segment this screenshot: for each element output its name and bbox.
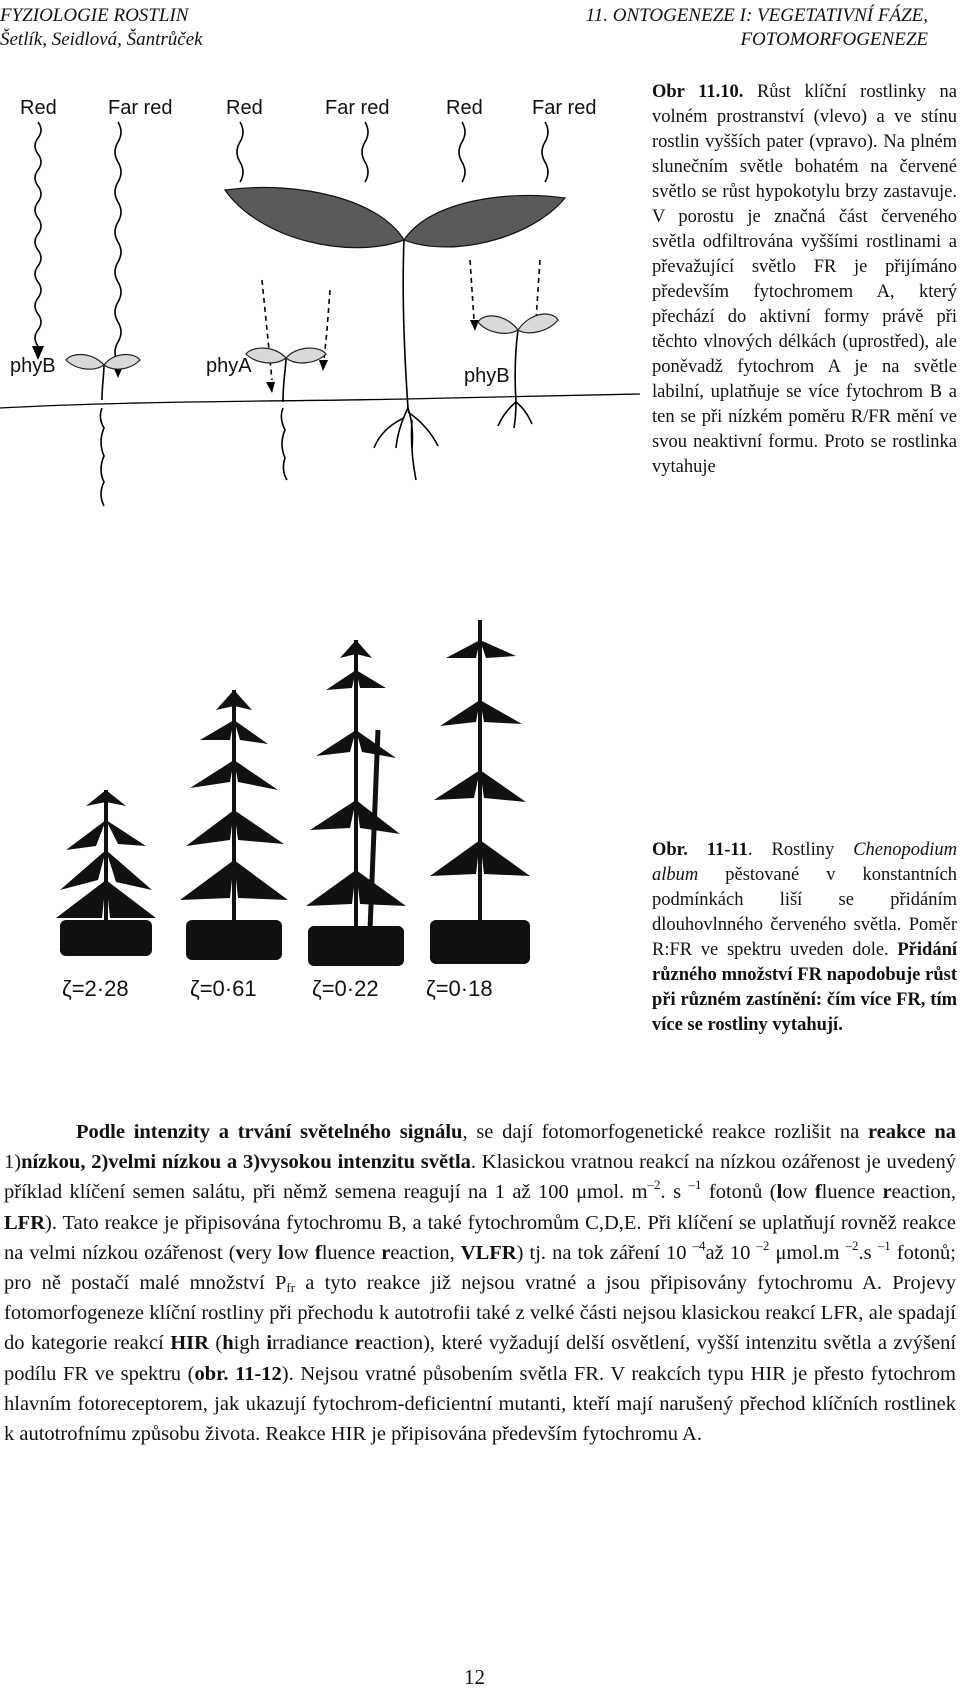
label-phya: phyA xyxy=(206,355,252,377)
label-far-red-middle: Far red xyxy=(325,97,390,119)
header-authors: Šetlík, Seidlová, Šantrůček xyxy=(0,29,203,50)
header-chapter-subtitle: FOTOMORFOGENEZE xyxy=(740,29,928,50)
chenopodium-plants-photo xyxy=(40,620,640,1080)
figure-11-10-caption xyxy=(652,80,957,480)
label-red-left: Red xyxy=(20,97,57,119)
header-chapter-title: 11. ONTOGENEZE I: VEGETATIVNÍ FÁZE, xyxy=(585,5,928,26)
label-far-red-right: Far red xyxy=(532,97,597,119)
ratio-label-2: ζ=0·61 xyxy=(190,976,257,1001)
body-paragraph: Podle intenzity a trvání světelného signálu, se dají fotomorfogenetické reakce rozlišit na reakce na 1)nízkou, 2)velmi nízkou a 3)vysokou intenzitu světla. Klasickou vratnou reakcí na nízkou ozářenost je uvedený příklad klíčení semen salátu, při němž semena reagují na 1 až 100 μmol. $m^{-2}$. s $^{-1}$ fotonů (low fluence reaction, LFR). Tato reakce je připisována fytochromu B, a také fytochromům C,D,E. Při klíčení se uplatňují rovněž reakce na velmi nízkou ozářenost (very low fluence reaction, VLFR) tj. na tok záření 10 $^{-4}$až 10 $^{-2}$ μmol.m $^{-2}$.s $^{-1}$ fotonů; pro ně postačí malé množství $P_{fr}$ a tyto reakce již nejsou vratné a jsou připisovány fytochromu A. Projevy fotomorfogeneze klíční rostliny při přechodu k autotrofii také z velké části nejsou klasickou reakcí LFR, ale spadají do kategorie reakcí HIR (high irradiance reaction), které vyžadují delší osvětlení, vyšší intenzitu světla a zvýšení podílu FR ve spektru (obr. 11-12). Nejsou vratné působením světla FR. V reakcích typu HIR je přesto fytochrom hlavním fotoreceptorem, jak ukazují fytochrom-deficientní mutanti, kteří mají narušený přechod klíčních rostlinek k autotrofnímu způsobu života. Reakce HIR je připisována především fytochromu A. xyxy=(4,1121,957,1446)
running-header-left xyxy=(0,4,203,52)
label-phyb-right: phyB xyxy=(464,365,510,387)
label-red-right: Red xyxy=(446,97,483,119)
ratio-label-1: ζ=2·28 xyxy=(62,976,129,1001)
figure-11-11-emphasis: Přidání různého množství FR napodobuje růst při různém zastínění: čím více FR, tím více se rostliny vytahují. xyxy=(652,940,957,1035)
ratio-label-4: ζ=0·18 xyxy=(426,976,493,1001)
label-red-middle: Red xyxy=(226,97,263,119)
seedling-light-diagram xyxy=(0,90,640,560)
label-phyb-left: phyB xyxy=(10,355,56,377)
figure-11-11-label: Obr. 11-11 xyxy=(652,840,748,860)
page-number: 12 xyxy=(464,1665,485,1689)
ratio-label-3: ζ=0·22 xyxy=(312,976,379,1001)
header-book-title: FYZIOLOGIE ROSTLIN xyxy=(0,5,189,26)
label-far-red-left: Far red xyxy=(108,97,173,119)
figure-11-11-caption: Obr. 11-11. Rostliny Chenopodium album pěstované v konstantních podmínkách liší se přidáním dlouhovlnného červeného světla. Poměr R:FR ve spektru uveden dole. Přidání různého množství FR napodobuje růst při různém zastínění: čím více FR, tím více se rostliny vytahují. xyxy=(652,840,957,1035)
running-header-right xyxy=(586,4,928,52)
species-name: Chenopodium album xyxy=(652,840,957,885)
figure-11-10-caption-text: Růst klíční rostlinky na volném prostranství (vlevo) a ve stínu rostlin vyšších pater (vpravo). Na plném slunečním světle bohatém na červené světlo se růst hypokotylu brzy zastavuje. V porostu je značná část červeného světla odfiltrována vyššími rostlinami a převažující světlo FR je přijímáno především fytochromem A, který přechází do aktivní formy právě při těchto vlnových délkách (uprostřed), ale poněvadž fytochrom A je na světle labilní, uplatňuje se více fytochrom B a ten se při nízkém poměru R/FR mění ve svou neaktivní formu. Proto se rostlinka vytahuje xyxy=(652,82,957,477)
figure-11-10-label: Obr 11.10. xyxy=(652,82,744,102)
